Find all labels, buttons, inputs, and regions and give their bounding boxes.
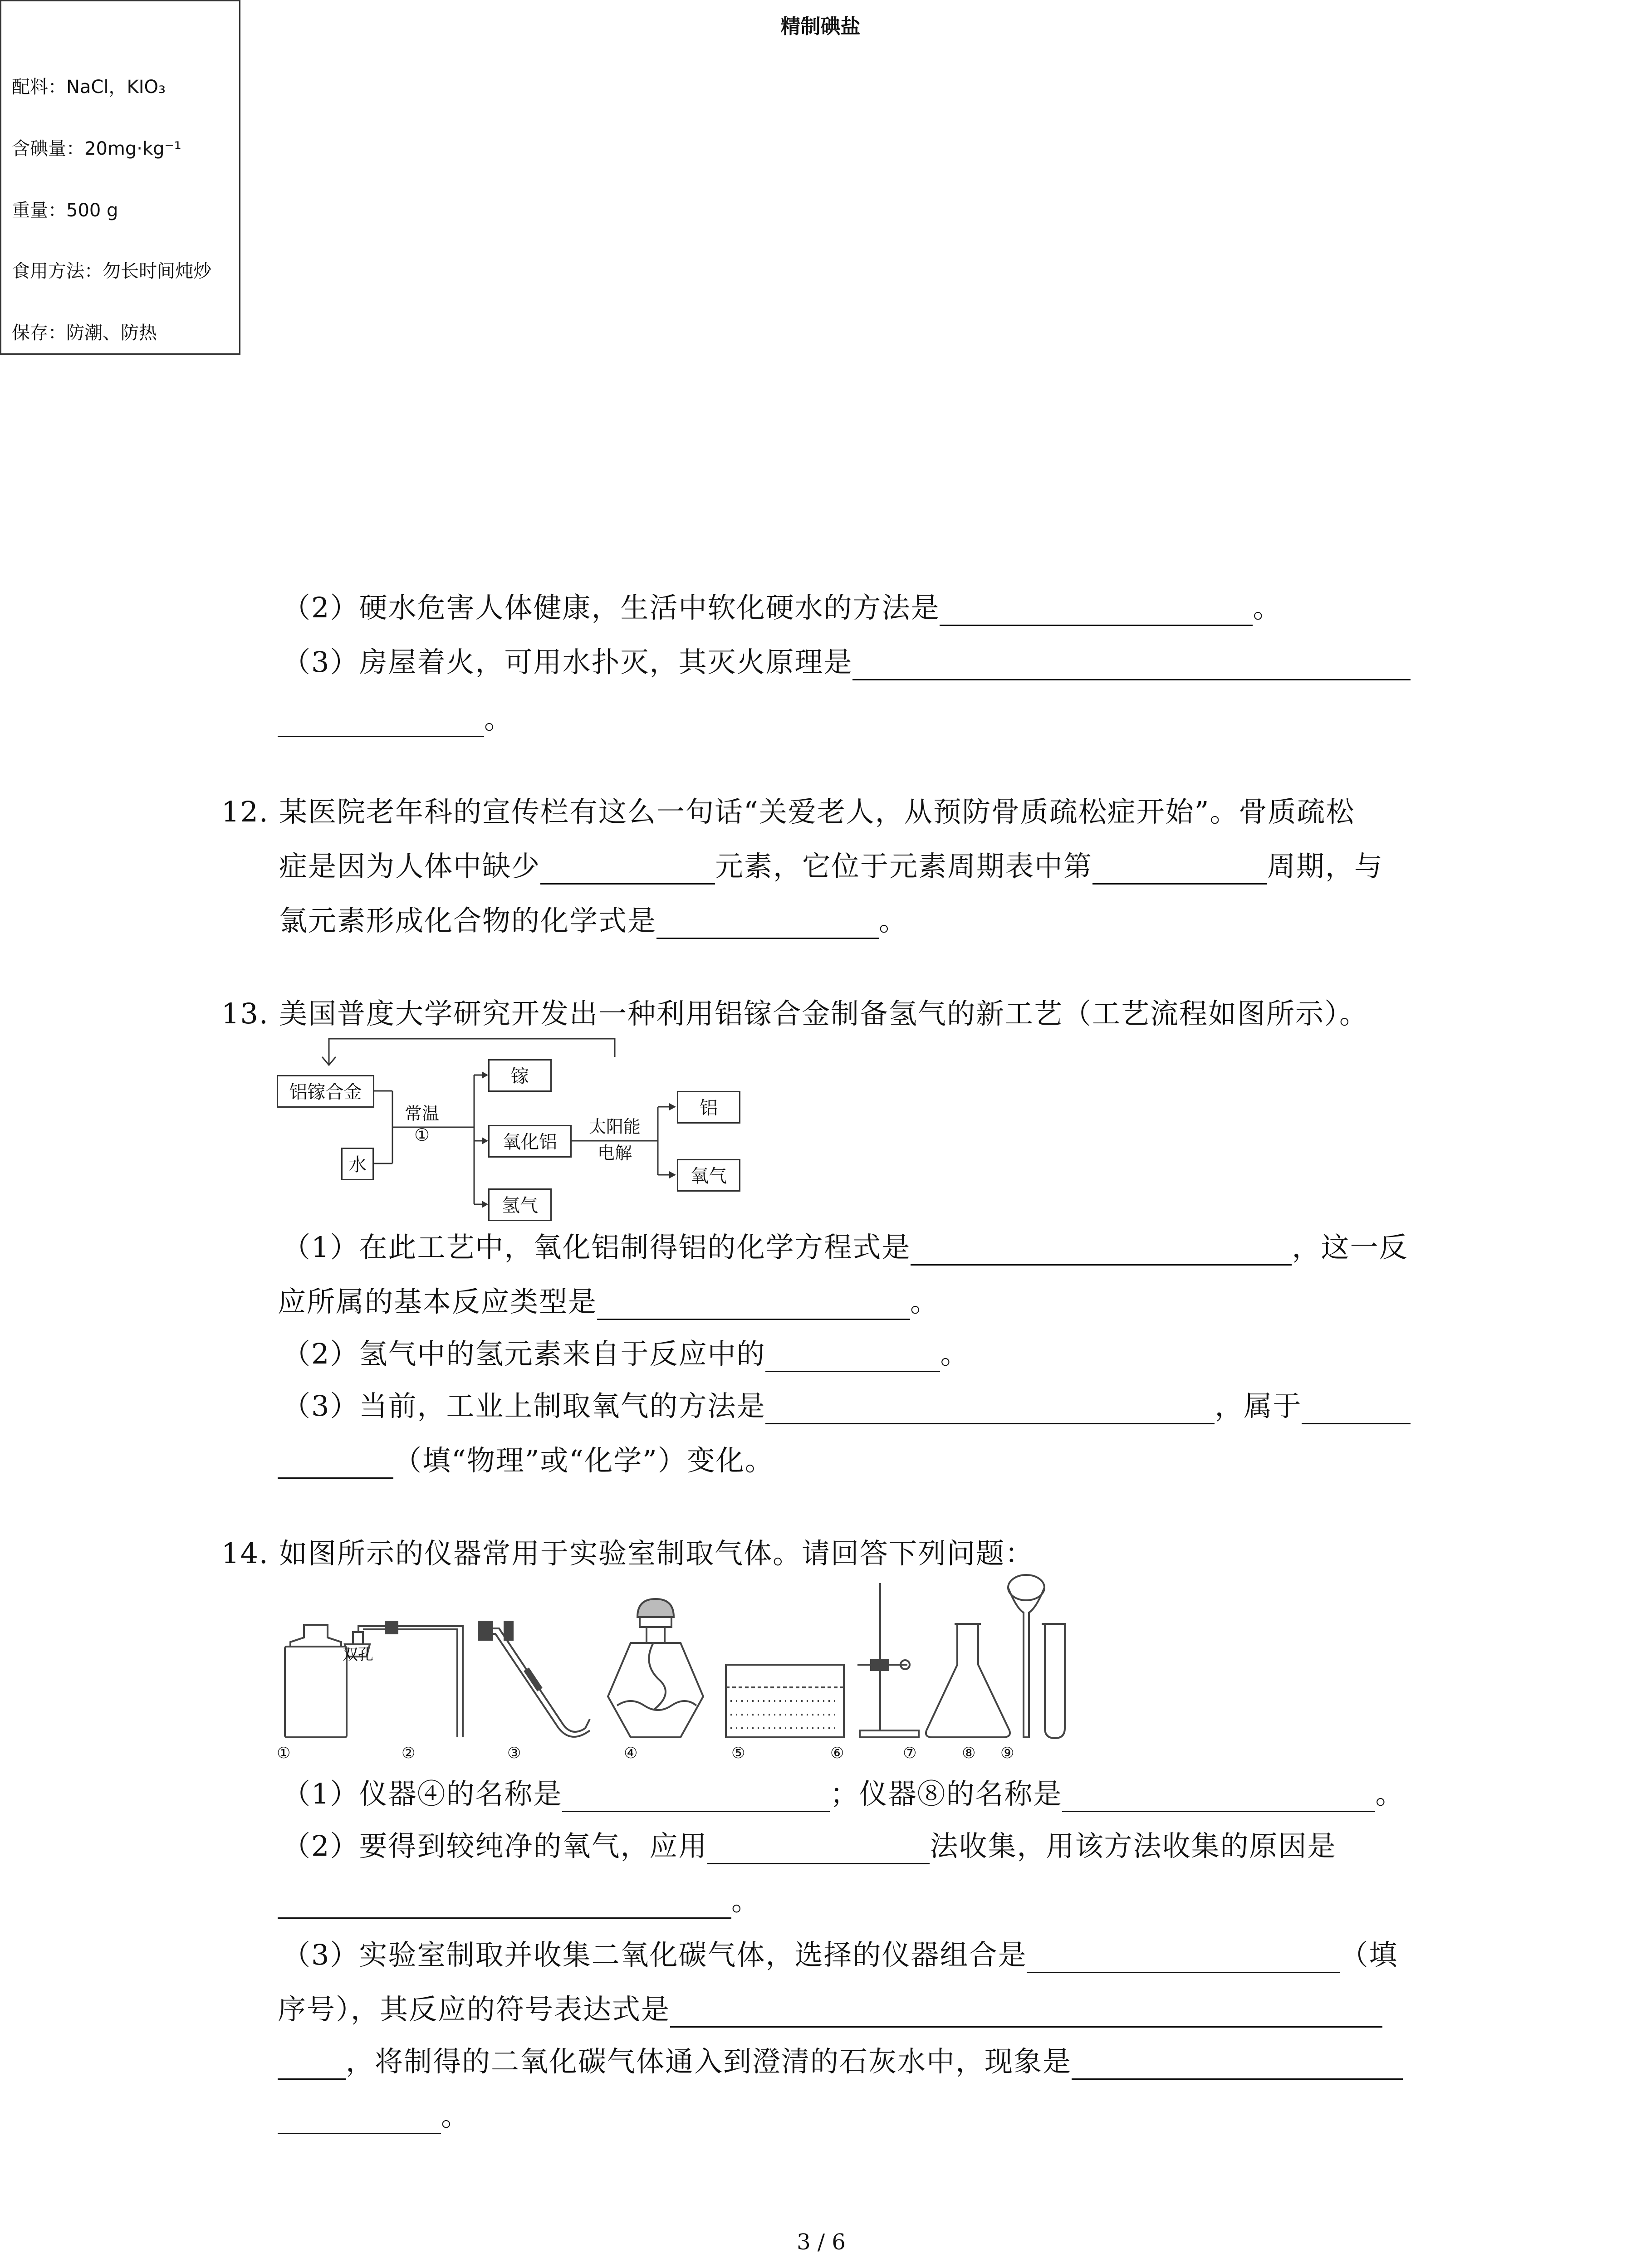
apparatus-label-3: ③ <box>507 1744 521 1762</box>
q11-blank-3b[interactable] <box>278 706 484 737</box>
apparatus-label-1: ① <box>277 1744 291 1762</box>
q14-blank-phenomenon-b[interactable] <box>278 2103 441 2134</box>
q14-blank-reason[interactable] <box>278 1887 731 1919</box>
flow-box-oxygen: 氧气 <box>677 1159 740 1192</box>
salt-usage: 食用方法：勿长时间炖炒 <box>12 261 211 282</box>
q13-part3-cont: （填“物理”或“化学”）变化。 <box>278 1442 774 1479</box>
flow-label-solar: 太阳能 <box>588 1117 641 1137</box>
q14-blank-instrument4[interactable] <box>562 1781 830 1812</box>
salt-iodine-content: 含碘量：20mg·kg⁻¹ <box>12 138 181 159</box>
q11-part2: （2）硬水危害人体健康，生活中软化硬水的方法是 。 <box>282 590 1282 626</box>
flow-box-alloy: 铝镓合金 <box>277 1075 374 1108</box>
q13-blank-equation[interactable] <box>911 1234 1292 1266</box>
q14-number: 14. <box>221 1537 269 1570</box>
q14-part1: （1）仪器④的名称是 ；仪器⑧的名称是 。 <box>282 1776 1404 1812</box>
q13-part3: （3）当前，工业上制取氧气的方法是 ，属于 <box>282 1388 1411 1424</box>
water-trough-icon <box>726 1665 844 1737</box>
q14-blank-expression-b[interactable] <box>278 2048 346 2080</box>
double-hole-label: 双孔 <box>343 1646 373 1664</box>
apparatus-label-7: ⑦ <box>903 1744 917 1762</box>
salt-weight: 重量：500 g <box>12 200 118 221</box>
apparatus-label-4: ④ <box>624 1744 638 1762</box>
q13-part1-cont: 应所属的基本反应类型是 。 <box>278 1284 939 1320</box>
flow-box-gallium: 镓 <box>488 1059 552 1092</box>
q12-blank-formula[interactable] <box>656 908 879 939</box>
q14-blank-collection-method[interactable] <box>707 1833 930 1864</box>
gas-jar-icon <box>285 1625 347 1737</box>
conical-flask-icon <box>926 1624 1010 1737</box>
flow-box-aluminum: 铝 <box>677 1091 740 1124</box>
q13-line1: 美国普度大学研究开发出一种利用铝镓合金制备氢气的新工艺（工艺流程如图所示）。 <box>279 997 1369 1030</box>
q11-blank-3a[interactable] <box>852 649 1411 680</box>
salt-ingredients: 配料：NaCl，KIO₃ <box>12 77 166 98</box>
flow-label-room-temp: 常温 <box>404 1104 439 1124</box>
q11-part3: （3）房屋着火，可用水扑灭，其灭火原理是 <box>282 644 1411 680</box>
apparatus-label-2: ② <box>402 1744 416 1762</box>
q13-blank-source[interactable] <box>765 1341 940 1372</box>
q13-blank-change-a[interactable] <box>1302 1393 1411 1424</box>
flow-label-step1: ① <box>414 1125 430 1145</box>
q14-part2-cont: 。 <box>278 1882 760 1919</box>
salt-storage: 保存：防潮、防热 <box>12 323 157 343</box>
flow-box-alumina: 氧化铝 <box>488 1125 572 1158</box>
salt-label-box <box>0 0 861 355</box>
q13-part1: （1）在此工艺中，氧化铝制得铝的化学方程式是 ，这一反 <box>282 1229 1408 1266</box>
page-number: 3 / 6 <box>797 2229 846 2255</box>
q13-blank-reaction-type[interactable] <box>597 1289 910 1320</box>
q14-part2: （2）要得到较纯净的氧气，应用 法收集，用该方法收集的原因是 <box>282 1828 1336 1864</box>
q14-blank-phenomenon-a[interactable] <box>1072 2048 1403 2080</box>
flow-box-water: 水 <box>341 1148 374 1180</box>
salt-label-title: 精制碘盐 <box>780 15 861 38</box>
q12-blank-element[interactable] <box>540 853 715 885</box>
q12-line2: 症是因为人体中缺少 元素，它位于元素周期表中第 周期，与 <box>279 848 1383 885</box>
q14-part3-line2: 序号），其反应的符号表达式是 <box>278 1991 1382 2028</box>
stopper-tube-icon <box>345 1622 463 1737</box>
apparatus-label-9: ⑨ <box>1000 1744 1014 1762</box>
test-tube-icon <box>1042 1624 1066 1738</box>
q12-line3: 氯元素形成化合物的化学式是 。 <box>279 903 908 939</box>
q14-blank-expression-a[interactable] <box>670 1996 1382 2028</box>
funnel-icon <box>1008 1575 1044 1737</box>
q14-line1: 如图所示的仪器常用于实验室制取气体。请回答下列问题： <box>279 1537 1034 1570</box>
q13-blank-change-b[interactable] <box>278 1447 393 1479</box>
q14-part3: （3）实验室制取并收集二氧化碳气体，选择的仪器组合是 （填 <box>282 1937 1398 1973</box>
q12-number: 12. <box>221 795 269 828</box>
q14-part3-line3: ，将制得的二氧化碳气体通入到澄清的石灰水中，现象是 <box>278 2043 1403 2080</box>
q14-part3-line4: 。 <box>278 2098 470 2134</box>
q12-blank-period[interactable] <box>1092 853 1267 885</box>
q13-number: 13. <box>221 997 269 1030</box>
delivery-tube-icon <box>479 1622 590 1737</box>
q14-blank-instrument8[interactable] <box>1062 1781 1375 1812</box>
apparatus-label-5: ⑤ <box>731 1744 745 1762</box>
q11-blank-2[interactable] <box>940 595 1253 626</box>
q13-blank-method[interactable] <box>765 1393 1215 1424</box>
q12-line1: 某医院老年科的宣传栏有这么一句话“关爱老人，从预防骨质疏松症开始”。骨质疏松 <box>279 795 1355 828</box>
apparatus-illustration <box>272 1574 1066 1769</box>
q14-blank-apparatus-combo[interactable] <box>1027 1942 1340 1973</box>
flow-label-electrolysis: 电解 <box>597 1143 632 1163</box>
apparatus-label-8: ⑧ <box>962 1744 976 1762</box>
q11-part3-cont: 。 <box>278 701 513 737</box>
alcohol-lamp-icon <box>608 1599 703 1737</box>
flow-box-hydrogen: 氢气 <box>488 1188 552 1221</box>
q13-part2: （2）氢气中的氢元素来自于反应中的 。 <box>282 1336 969 1372</box>
apparatus-label-6: ⑥ <box>830 1744 844 1762</box>
iron-stand-icon <box>857 1583 919 1737</box>
